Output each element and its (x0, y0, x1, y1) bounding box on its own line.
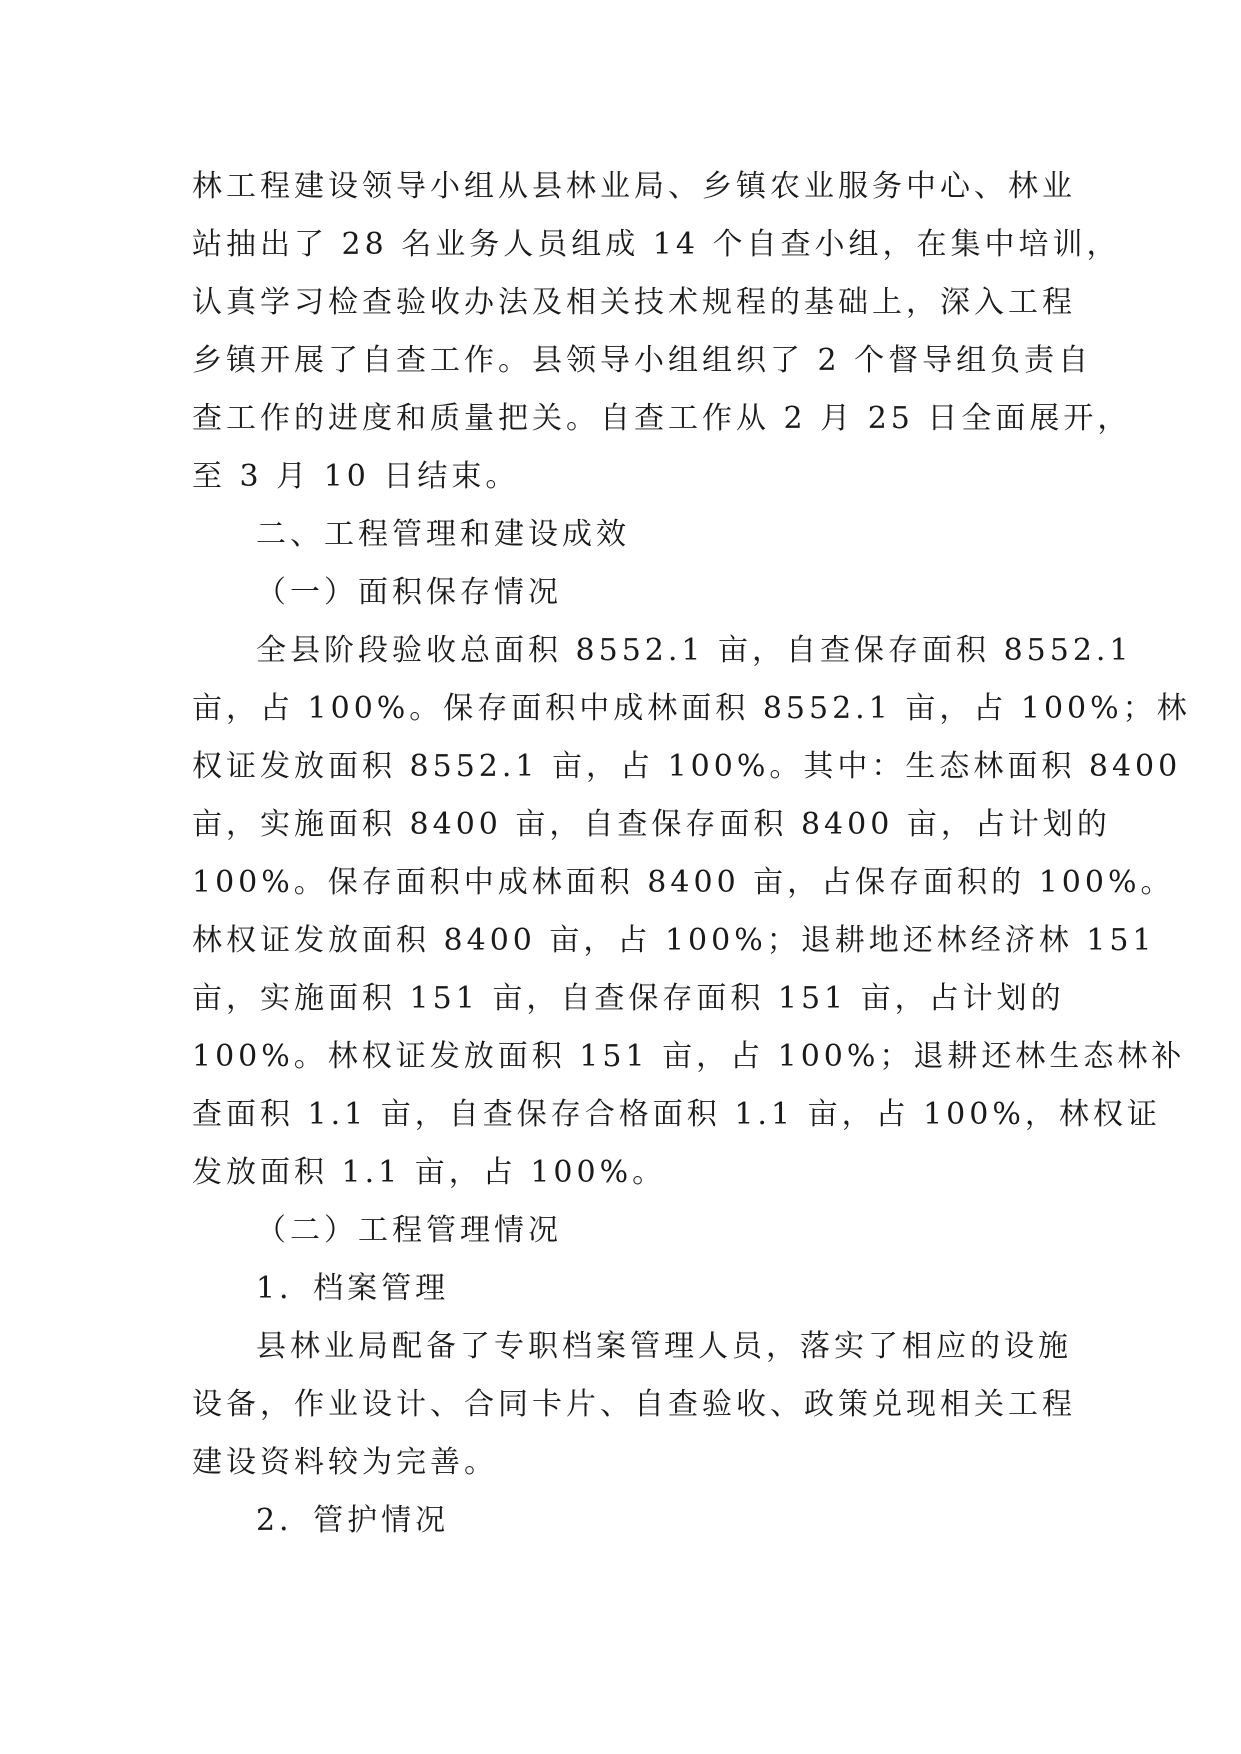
paragraph-line: 100%。林权证发放面积 151 亩，占 100%；退耕还林生态林补 (192, 1039, 1186, 1074)
paragraph-line: 至 3 月 10 日结束。 (192, 459, 520, 494)
paragraph-line: 全县阶段验收总面积 8552.1 亩，自查保存面积 8552.1 (256, 633, 1133, 668)
paragraph-line: 设备，作业设计、合同卡片、自查验收、政策兑现相关工程 (192, 1387, 1076, 1422)
paragraph-archive-management (192, 1318, 1076, 1492)
paragraph-line: 亩，实施面积 151 亩，自查保存面积 151 亩，占计划的 (192, 981, 1065, 1016)
paragraph-line: 权证发放面积 8552.1 亩，占 100%。其中：生态林面积 8400 (192, 749, 1182, 784)
paragraph-self-inspection (192, 158, 1132, 506)
item-heading: 2．管护情况 (256, 1503, 450, 1538)
paragraph-line: 查面积 1.1 亩，自查保存合格面积 1.1 亩，占 100%，林权证 (192, 1097, 1161, 1132)
item-heading: 1．档案管理 (256, 1271, 450, 1306)
paragraph-line: 发放面积 1.1 亩，占 100%。 (192, 1155, 667, 1190)
paragraph-line: 林权证发放面积 8400 亩，占 100%；退耕地还林经济林 151 (192, 923, 1156, 958)
paragraph-line: 站抽出了 28 名业务人员组成 14 个自查小组，在集中培训， (192, 227, 1121, 262)
subsection-heading: （二）工程管理情况 (256, 1213, 562, 1248)
subsection-heading: （一）面积保存情况 (256, 575, 562, 610)
paragraph-line: 乡镇开展了自查工作。县领导小组组织了 2 个督导组负责自 (192, 343, 1093, 378)
section-heading: 二、工程管理和建设成效 (256, 517, 630, 552)
paragraph-area-preservation (192, 622, 1191, 1202)
paragraph-line: 亩，占 100%。保存面积中成林面积 8552.1 亩，占 100%；林 (192, 691, 1191, 726)
paragraph-line: 亩，实施面积 8400 亩，自查保存面积 8400 亩，占计划的 (192, 807, 1111, 842)
paragraph-line: 建设资料较为完善。 (192, 1445, 498, 1480)
document-body (192, 158, 1191, 1550)
paragraph-line: 查工作的进度和质量把关。自查工作从 2 月 25 日全面展开， (192, 401, 1132, 436)
paragraph-line: 100%。保存面积中成林面积 8400 亩，占保存面积的 100%。 (192, 865, 1175, 900)
paragraph-line: 林工程建设领导小组从县林业局、乡镇农业服务中心、林业 (192, 169, 1076, 204)
paragraph-line: 认真学习检查验收办法及相关技术规程的基础上，深入工程 (192, 285, 1076, 320)
paragraph-line: 县林业局配备了专职档案管理人员，落实了相应的设施 (256, 1329, 1072, 1364)
